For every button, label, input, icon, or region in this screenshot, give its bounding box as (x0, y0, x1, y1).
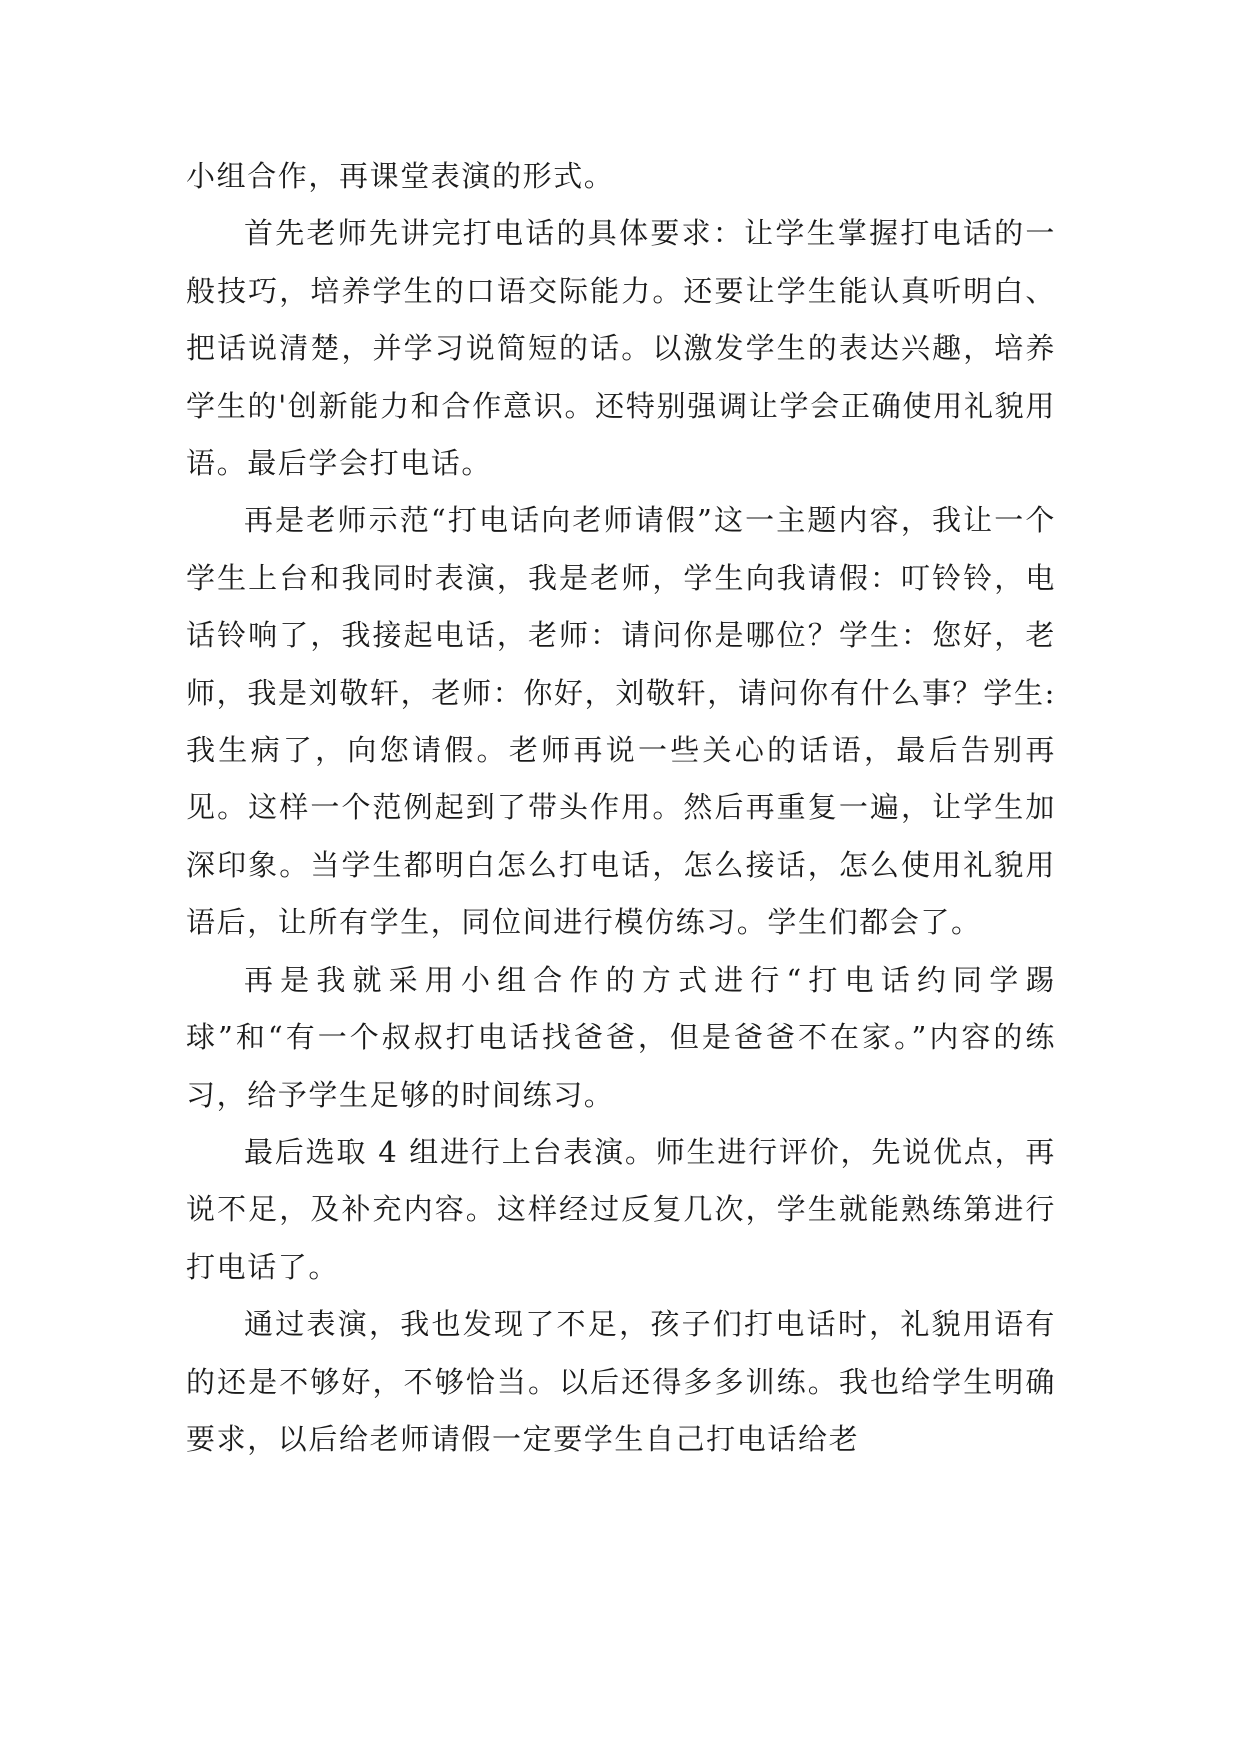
paragraph-3: 再是老师示范“打电话向老师请假”这一主题内容，我让一个学生上台和我同时表演，我是老师，学生向我请假：叮铃铃，电话铃响了，我接起电话，老师：请问你是哪位？学生：您好，老师，我是刘敬轩，老师：你好，刘敬轩，请问你有什么事？学生:我生病了，向您请假。老师再说一些关心的话语，最后告别再见。这样一个范例起到了带头作用。然后再重复一遍，让学生加深印象。当学生都明白怎么打电话，怎么接话，怎么使用礼貌用语后，让所有学生，同位间进行模仿练习。学生们都会了。 (186, 503, 1056, 940)
paragraph-6: 通过表演，我也发现了不足，孩子们打电话时，礼貌用语有的还是不够好，不够恰当。以后还得多多训练。我也给学生明确要求，以后给老师请假一定要学生自己打电话给老 (186, 1307, 1056, 1456)
document-body (186, 148, 1056, 1468)
paragraph-5: 最后选取 4 组进行上台表演。师生进行评价，先说优点，再说不足，及补充内容。这样经过反复几次，学生就能熟练第进行打电话了。 (186, 1134, 1056, 1284)
paragraph-2: 首先老师先讲完打电话的具体要求：让学生掌握打电话的一般技巧，培养学生的口语交际能力。还要让学生能认真听明白、把话说清楚，并学习说简短的话。以激发学生的表达兴趣，培养学生的'创新能力和合作意识。还特别强调让学会正确使用礼貌用语。最后学会打电话。 (186, 216, 1056, 481)
paragraph-4: 再是我就采用小组合作的方式进行“打电话约同学踢球”和“有一个叔叔打电话找爸爸，但是爸爸不在家。”内容的练习，给予学生足够的时间练习。 (186, 962, 1056, 1112)
paragraph-1: 小组合作，再课堂表演的形式。 (186, 159, 615, 193)
